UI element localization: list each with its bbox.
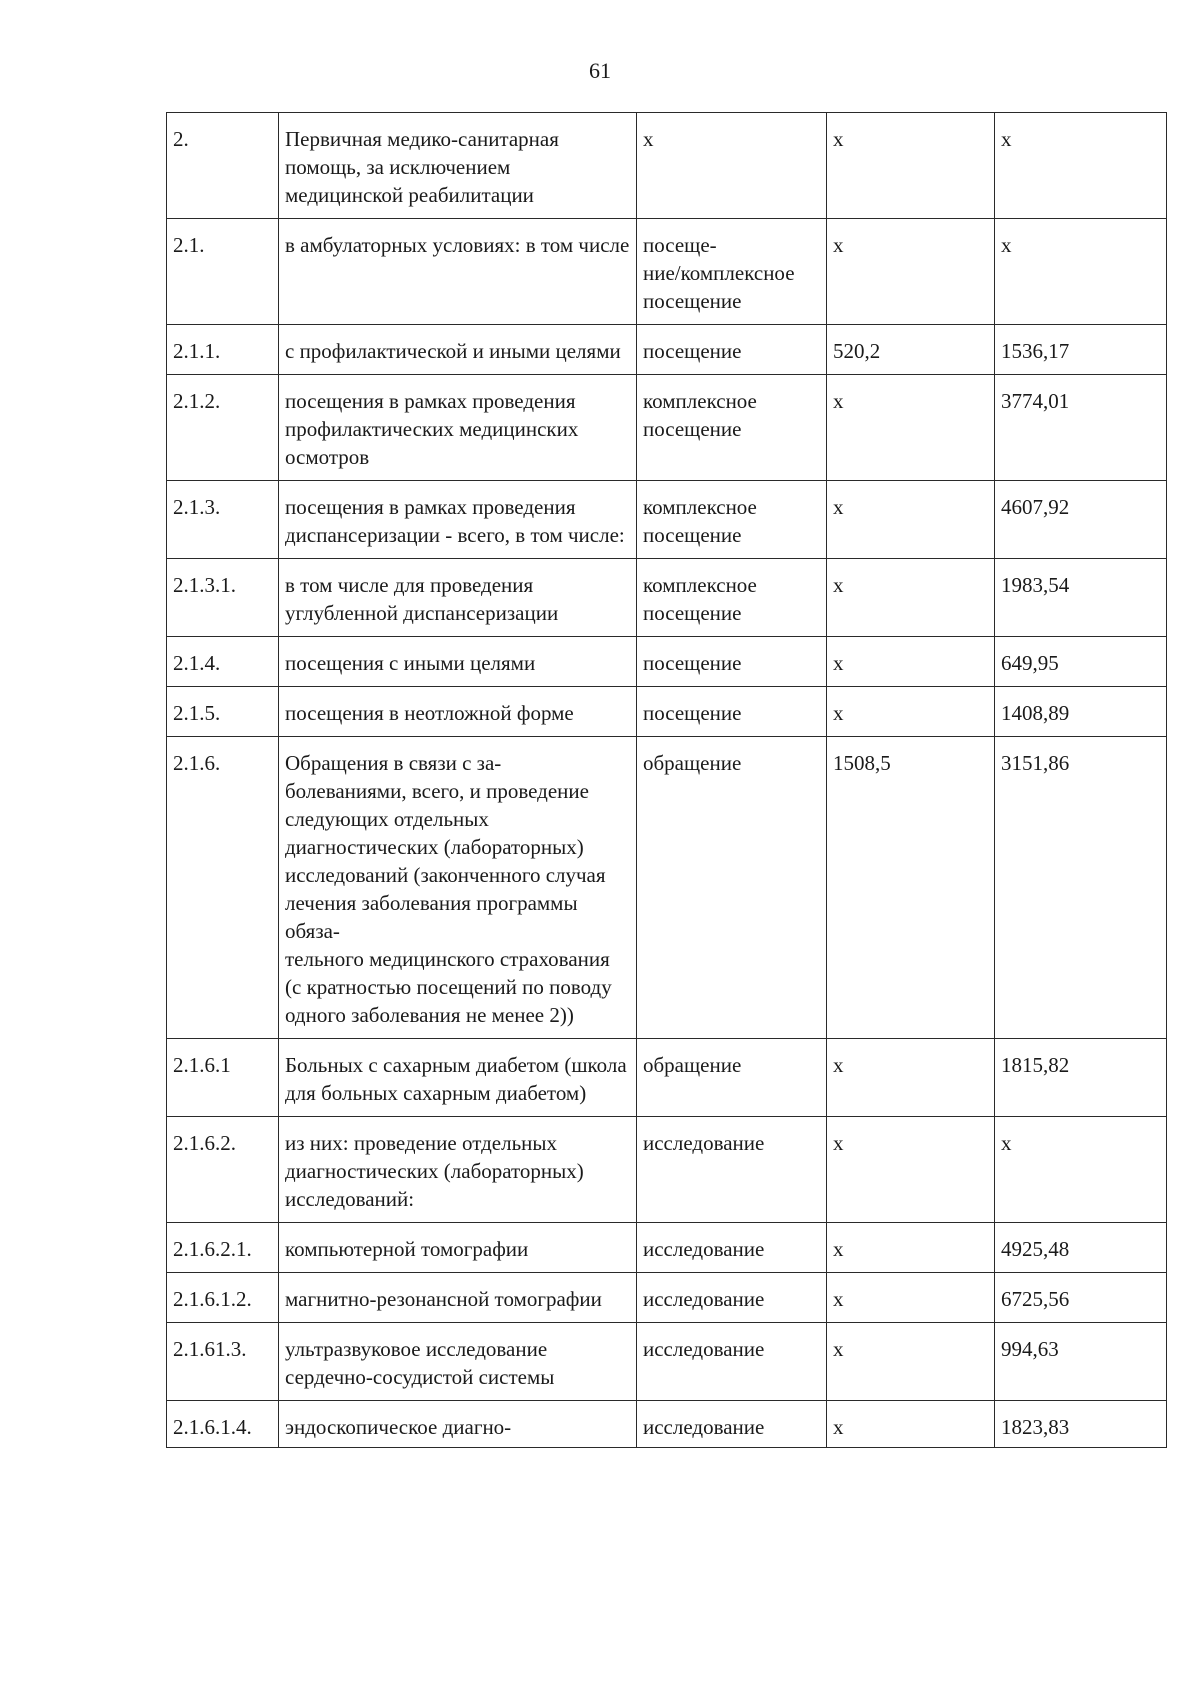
- row-volume: х: [827, 1223, 995, 1273]
- row-number: 2.1.6.2.1.: [167, 1223, 279, 1273]
- row-volume: х: [827, 1039, 995, 1117]
- row-volume: х: [827, 637, 995, 687]
- row-cost: 1823,83: [995, 1401, 1167, 1448]
- row-number: 2.1.2.: [167, 375, 279, 481]
- row-number: 2.: [167, 113, 279, 219]
- row-number: 2.1.6.1.2.: [167, 1273, 279, 1323]
- row-volume: х: [827, 1323, 995, 1401]
- row-volume: х: [827, 113, 995, 219]
- row-number: 2.1.3.: [167, 481, 279, 559]
- row-volume: х: [827, 1401, 995, 1448]
- row-number: 2.1.6.: [167, 737, 279, 1039]
- table-row: [167, 219, 1167, 325]
- table-row: [167, 325, 1167, 375]
- row-number: 2.1.: [167, 219, 279, 325]
- row-name: компьютерной томографии: [279, 1223, 637, 1273]
- row-cost: 4925,48: [995, 1223, 1167, 1273]
- table-row: [167, 687, 1167, 737]
- table-row: [167, 1323, 1167, 1401]
- row-cost: 1983,54: [995, 559, 1167, 637]
- row-cost: 1408,89: [995, 687, 1167, 737]
- table-row: [167, 559, 1167, 637]
- row-number: 2.1.5.: [167, 687, 279, 737]
- row-name: в амбулаторных условиях: в том числе: [279, 219, 637, 325]
- row-unit: обращение: [637, 1039, 827, 1117]
- row-unit: исследование: [637, 1117, 827, 1223]
- table-row: [167, 481, 1167, 559]
- row-unit: посещение: [637, 687, 827, 737]
- row-name: в том числе для проведения углубленной диспансеризации: [279, 559, 637, 637]
- row-volume: х: [827, 375, 995, 481]
- row-unit: комплексное посещение: [637, 559, 827, 637]
- table-row: [167, 637, 1167, 687]
- row-number: 2.1.3.1.: [167, 559, 279, 637]
- row-name: с профилактической и иными целями: [279, 325, 637, 375]
- row-name: эндоскопическое диагно-: [279, 1401, 637, 1448]
- row-cost: 6725,56: [995, 1273, 1167, 1323]
- row-unit: исследование: [637, 1323, 827, 1401]
- row-volume: 1508,5: [827, 737, 995, 1039]
- row-name: ультразвуковое исследование сердечно-сосудистой системы: [279, 1323, 637, 1401]
- row-volume: х: [827, 1117, 995, 1223]
- row-unit: посещение: [637, 637, 827, 687]
- row-cost: х: [995, 219, 1167, 325]
- row-number: 2.1.6.1: [167, 1039, 279, 1117]
- row-unit: исследование: [637, 1223, 827, 1273]
- row-unit: комплексное посещение: [637, 481, 827, 559]
- row-name: посещения в неотложной форме: [279, 687, 637, 737]
- row-number: 2.1.6.2.: [167, 1117, 279, 1223]
- row-number: 2.1.61.3.: [167, 1323, 279, 1401]
- row-name: посещения с иными целями: [279, 637, 637, 687]
- row-unit: комплексное посещение: [637, 375, 827, 481]
- row-volume: х: [827, 1273, 995, 1323]
- row-name: Обращения в связи с за- болеваниями, всего, и проведение следующих отдельных диагностических (лабораторных) исследований (законченного случая лечения заболевания программы обяза- тельного медицинского страхования (с кратностью посещений по поводу одного заболевания не менее 2)): [279, 737, 637, 1039]
- row-number: 2.1.6.1.4.: [167, 1401, 279, 1448]
- tariff-table: [166, 112, 1167, 1448]
- table-row: [167, 737, 1167, 1039]
- row-unit: обращение: [637, 737, 827, 1039]
- row-name: Больных с сахарным диабетом (школа для больных сахарным диабетом): [279, 1039, 637, 1117]
- row-name: посещения в рамках проведения профилактических медицинских осмотров: [279, 375, 637, 481]
- table-row: [167, 1273, 1167, 1323]
- row-cost: х: [995, 1117, 1167, 1223]
- row-cost: 3151,86: [995, 737, 1167, 1039]
- row-unit: исследование: [637, 1401, 827, 1448]
- row-unit: исследование: [637, 1273, 827, 1323]
- row-volume: х: [827, 219, 995, 325]
- table-row: [167, 375, 1167, 481]
- row-cost: 994,63: [995, 1323, 1167, 1401]
- row-unit: х: [637, 113, 827, 219]
- row-cost: х: [995, 113, 1167, 219]
- table-row: [167, 1039, 1167, 1117]
- row-cost: 1536,17: [995, 325, 1167, 375]
- row-volume: 520,2: [827, 325, 995, 375]
- row-cost: 4607,92: [995, 481, 1167, 559]
- page-number: 61: [589, 58, 611, 83]
- row-name: из них: проведение отдельных диагностических (лабораторных) исследований:: [279, 1117, 637, 1223]
- row-name: Первичная медико-санитарная помощь, за исключением медицинской реабилитации: [279, 113, 637, 219]
- table-row: [167, 1223, 1167, 1273]
- row-unit: посеще- ние/комплексное посещение: [637, 219, 827, 325]
- table-row: [167, 1401, 1167, 1448]
- row-unit: посещение: [637, 325, 827, 375]
- row-volume: х: [827, 481, 995, 559]
- row-number: 2.1.4.: [167, 637, 279, 687]
- row-name: посещения в рамках проведения диспансеризации - всего, в том числе:: [279, 481, 637, 559]
- table-row: [167, 113, 1167, 219]
- row-cost: 3774,01: [995, 375, 1167, 481]
- row-name: магнитно-резонансной томографии: [279, 1273, 637, 1323]
- row-cost: 649,95: [995, 637, 1167, 687]
- row-volume: х: [827, 559, 995, 637]
- row-volume: х: [827, 687, 995, 737]
- row-number: 2.1.1.: [167, 325, 279, 375]
- row-cost: 1815,82: [995, 1039, 1167, 1117]
- table-row: [167, 1117, 1167, 1223]
